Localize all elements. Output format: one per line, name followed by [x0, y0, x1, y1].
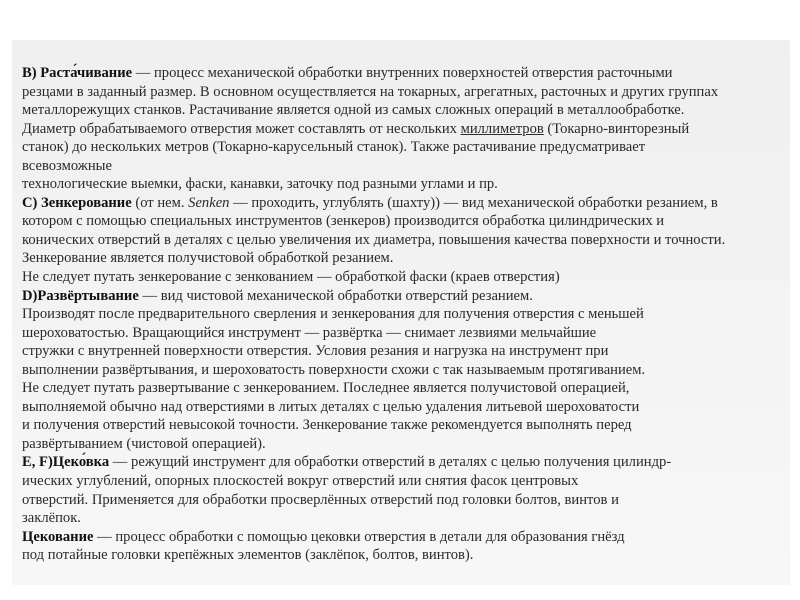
text-segment: заклёпок. — [22, 510, 81, 527]
text-segment: и получения отверстий невысокой точности. Зенкерование также рекомендуется выполнять перед — [22, 417, 632, 434]
text-segment: выполнении развёртывания, и шероховатость поверхности схожи с так называемым протягиванием. — [22, 361, 646, 378]
text-line — [22, 379, 725, 398]
text-line — [22, 491, 725, 510]
text-line — [22, 138, 725, 157]
text-line — [22, 528, 725, 547]
text-segment: — процесс механической обработки внутренних поверхностей отверстия расточными — [132, 65, 673, 81]
text-segment: резцами в заданный размер. В основном осуществляется на токарных, агрегатных, расточных и других группах — [22, 83, 719, 100]
text-line — [22, 287, 725, 306]
text-segment: Не следует путать развертывание с зенкерованием. Последнее является получистовой операцией, — [22, 380, 630, 397]
text-line — [22, 249, 725, 268]
term-heading: D)Развёртывание — [22, 287, 139, 304]
text-segment: Senken — [188, 194, 230, 211]
text-line — [22, 83, 725, 102]
text-segment: (Токарно-винторезный — [543, 120, 690, 137]
text-line — [22, 416, 725, 435]
text-line — [22, 231, 725, 250]
text-segment: Производят после предварительного сверления и зенкерования для получения отверстия с меньшей — [22, 306, 644, 323]
term-heading: В) Раста́чивание — [22, 65, 133, 81]
text-segment: всевозможные — [22, 157, 112, 174]
hyperlink[interactable]: миллиметров — [460, 120, 544, 137]
text-line — [22, 342, 725, 361]
text-segment: — режущий инструмент для обработки отверстий в деталях с целью получения цилиндр- — [109, 454, 672, 471]
text-line — [22, 305, 725, 324]
term-heading: E, F)Цеко́вка — [22, 454, 110, 471]
text-segment: Не следует путать зенкерование с зенкованием — обработкой фаски (краев отверстия) — [22, 269, 560, 286]
text-line — [22, 268, 725, 287]
text-line — [22, 398, 725, 417]
text-segment: (от нем. — [131, 194, 189, 211]
term-heading: Цекование — [22, 528, 94, 545]
text-line — [22, 324, 725, 343]
text-segment: — вид чистовой механической обработки отверстий резанием. — [138, 287, 533, 304]
text-line — [22, 472, 725, 491]
text-segment: — проходить, углублять (шахту)) — вид механической обработки резанием, в — [229, 194, 718, 211]
text-segment: станок) до нескольких метров (Токарно-карусельный станок). Также растачивание предусматривает — [22, 139, 646, 156]
text-line — [22, 509, 725, 528]
text-segment: ических углублений, опорных плоскостей вокруг отверстий или снятия фасок центровых — [22, 473, 579, 490]
text-line — [22, 194, 725, 213]
text-line — [22, 361, 725, 380]
text-segment: под потайные головки крепёжных элементов (заклёпок, болтов, винтов). — [22, 547, 474, 564]
text-segment: Диаметр обрабатываемого отверстия может составлять от нескольких — [22, 120, 461, 137]
text-segment: стружки с внутренней поверхности отверстия. Условия резания и нагрузка на инструмент при — [22, 343, 609, 360]
text-segment: отверстий. Применяется для обработки просверлённых отверстий под головки болтов, винтов и — [22, 491, 619, 508]
text-segment: шероховатостью. Вращающийся инструмент — развёртка — снимает лезвиями мельчайшие — [22, 324, 597, 341]
text-line — [22, 157, 725, 176]
text-line — [22, 64, 725, 83]
text-segment: Зенкерование является получистовой обработкой резанием. — [22, 250, 394, 267]
text-line — [22, 175, 725, 194]
text-line — [22, 212, 725, 231]
text-line — [22, 120, 725, 139]
text-segment: металлорежущих станков. Растачивание является одной из самых сложных операций в металлообработке. — [22, 102, 685, 119]
text-segment: — процесс обработки с помощью цековки отверстия в детали для образования гнёзд — [93, 528, 625, 545]
text-segment: конических отверстий в деталях с целью увеличения их диаметра, повышения качества поверхности и точности. — [22, 231, 726, 248]
text-line — [22, 101, 725, 120]
slide-body-text — [22, 64, 725, 565]
text-segment: выполняемой обычно над отверстиями в литых деталях с целью удаления литьевой шероховатости — [22, 398, 640, 415]
text-line — [22, 546, 725, 565]
text-segment: котором с помощью специальных инструментов (зенкеров) производится обработка цилиндрических и — [22, 213, 665, 230]
term-heading: С) Зенкерование — [22, 194, 132, 211]
text-line — [22, 435, 725, 454]
text-segment: развёртыванием (чистовой операцией). — [22, 435, 266, 452]
text-line — [22, 453, 725, 472]
text-segment: технологические выемки, фаски, канавки, заточку под разными углами и пр. — [22, 176, 498, 193]
